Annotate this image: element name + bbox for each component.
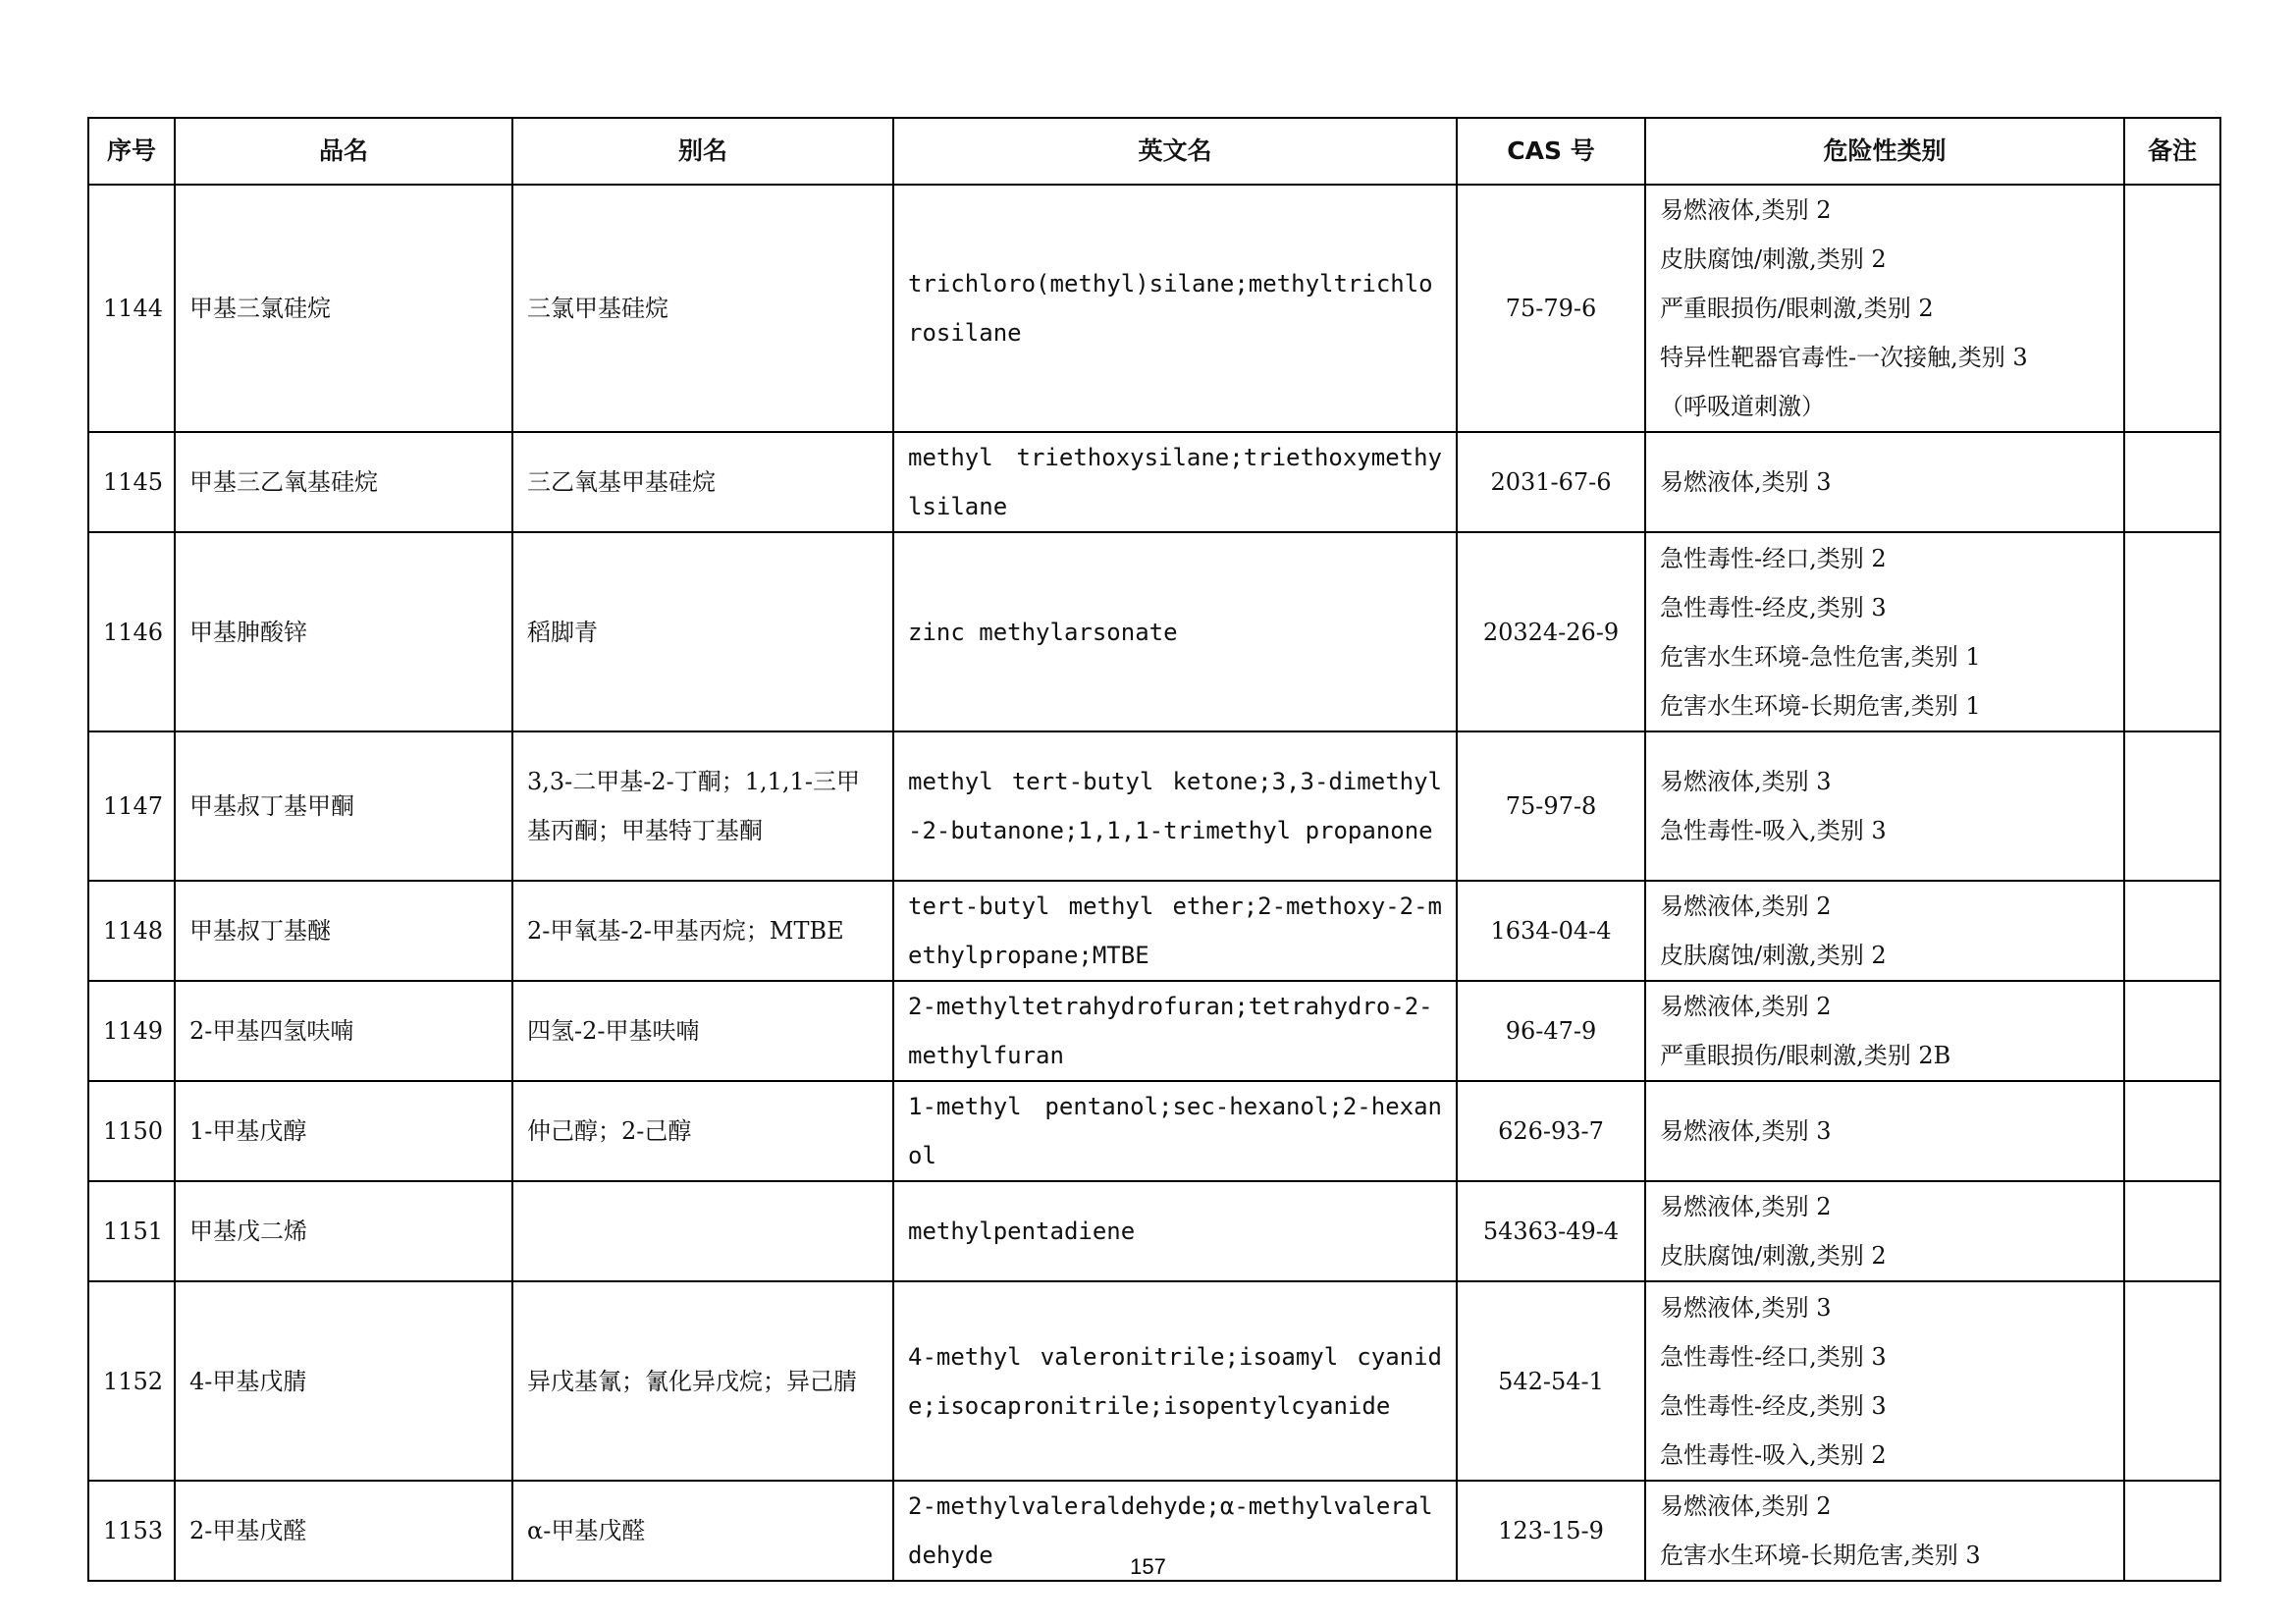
cell-name: 甲基戊二烯	[175, 1181, 512, 1281]
cell-alias: 稻脚青	[512, 532, 893, 731]
cell-alias: 异戊基氰；氰化异戊烷；异己腈	[512, 1281, 893, 1481]
hazard-line: 皮肤腐蚀/刺激,类别 2	[1660, 942, 1887, 969]
cell-note	[2124, 432, 2220, 532]
table-row	[88, 532, 2220, 731]
hazard-line: 易燃液体,类别 3	[1660, 468, 1832, 496]
cell-hazard	[1645, 432, 2124, 532]
hazard-line: 易燃液体,类别 2	[1660, 196, 1832, 224]
cell-note	[2124, 881, 2220, 981]
cell-english: methylpentadiene	[893, 1181, 1457, 1281]
cell-cas: 542-54-1	[1457, 1281, 1645, 1481]
hazard-line: 易燃液体,类别 2	[1660, 893, 1832, 920]
header-english: 英文名	[893, 118, 1457, 185]
cell-no: 1148	[88, 881, 175, 981]
cell-note	[2124, 532, 2220, 731]
cell-no: 1151	[88, 1181, 175, 1281]
table-row	[88, 1281, 2220, 1481]
cell-no: 1153	[88, 1481, 175, 1581]
cell-cas: 75-97-8	[1457, 731, 1645, 881]
cell-cas: 2031-67-6	[1457, 432, 1645, 532]
cell-name: 甲基叔丁基甲酮	[175, 731, 512, 881]
hazard-line: 危害水生环境-长期危害,类别 3	[1660, 1542, 1981, 1569]
cell-alias	[512, 1181, 893, 1281]
cell-english: methyl triethoxysilane;triethoxymethylsilane	[893, 432, 1457, 532]
cell-cas: 626-93-7	[1457, 1081, 1645, 1181]
hazard-line: 急性毒性-经口,类别 2	[1660, 544, 1887, 572]
header-no: 序号	[88, 118, 175, 185]
cell-english: trichloro(methyl)silane;methyltrichlorosilane	[893, 185, 1457, 432]
hazard-line: 急性毒性-经皮,类别 3	[1660, 593, 1887, 622]
hazard-line: 危害水生环境-急性危害,类别 1	[1660, 642, 1981, 671]
hazard-line: 严重眼损伤/眼刺激,类别 2	[1660, 295, 1934, 322]
cell-hazard	[1645, 731, 2124, 881]
cell-hazard	[1645, 185, 2124, 432]
cell-no: 1146	[88, 532, 175, 731]
table-header-row	[88, 118, 2220, 185]
cell-hazard	[1645, 881, 2124, 981]
table-row	[88, 185, 2220, 432]
cell-no: 1152	[88, 1281, 175, 1481]
cell-hazard	[1645, 1081, 2124, 1181]
cell-name: 甲基三氯硅烷	[175, 185, 512, 432]
cell-hazard	[1645, 1181, 2124, 1281]
cell-cas: 123-15-9	[1457, 1481, 1645, 1581]
cell-english: 4-methyl valeronitrile;isoamyl cyanide;isocapronitrile;isopentylcyanide	[893, 1281, 1457, 1481]
hazard-line: 易燃液体,类别 2	[1660, 993, 1832, 1020]
cell-english: 2-methyltetrahydrofuran;tetrahydro-2-methylfuran	[893, 981, 1457, 1081]
cell-name: 甲基胂酸锌	[175, 532, 512, 731]
hazard-line: 急性毒性-经皮,类别 3	[1660, 1391, 1887, 1420]
hazard-line: 严重眼损伤/眼刺激,类别 2B	[1660, 1042, 1951, 1069]
header-hazard: 危险性类别	[1645, 118, 2124, 185]
header-note: 备注	[2124, 118, 2220, 185]
table-row	[88, 981, 2220, 1081]
cell-no: 1150	[88, 1081, 175, 1181]
cell-cas: 96-47-9	[1457, 981, 1645, 1081]
hazard-line: 易燃液体,类别 3	[1660, 1117, 1832, 1145]
hazard-line: 危害水生环境-长期危害,类别 1	[1660, 691, 1981, 720]
cell-alias: 三氯甲基硅烷	[512, 185, 893, 432]
cell-note	[2124, 1281, 2220, 1481]
cell-english: methyl tert-butyl ketone;3,3-dimethyl-2-butanone;1,1,1-trimethyl propanone	[893, 731, 1457, 881]
table-row	[88, 432, 2220, 532]
cell-note	[2124, 731, 2220, 881]
hazard-line: （呼吸道刺激）	[1660, 393, 1825, 420]
header-name: 品名	[175, 118, 512, 185]
cell-note	[2124, 1081, 2220, 1181]
header-alias: 别名	[512, 118, 893, 185]
hazard-line: 皮肤腐蚀/刺激,类别 2	[1660, 245, 1887, 273]
cell-english: zinc methylarsonate	[893, 532, 1457, 731]
cell-name: 甲基叔丁基醚	[175, 881, 512, 981]
hazard-line: 急性毒性-吸入,类别 2	[1660, 1440, 1887, 1469]
cell-cas: 75-79-6	[1457, 185, 1645, 432]
cell-name: 2-甲基戊醛	[175, 1481, 512, 1581]
cell-note	[2124, 981, 2220, 1081]
hazard-line: 易燃液体,类别 2	[1660, 1193, 1832, 1220]
hazard-line: 易燃液体,类别 3	[1660, 1293, 1832, 1322]
cell-name: 2-甲基四氢呋喃	[175, 981, 512, 1081]
hazard-line: 特异性靶器官毒性-一次接触,类别 3	[1660, 344, 2028, 371]
table-row	[88, 1081, 2220, 1181]
cell-english: 2-methylvaleraldehyde;α-methylvaleraldehyde	[893, 1481, 1457, 1581]
hazard-line: 急性毒性-经口,类别 3	[1660, 1342, 1887, 1371]
cell-cas: 20324-26-9	[1457, 532, 1645, 731]
table-row	[88, 1181, 2220, 1281]
cell-name: 甲基三乙氧基硅烷	[175, 432, 512, 532]
cell-name: 4-甲基戊腈	[175, 1281, 512, 1481]
hazard-line: 易燃液体,类别 2	[1660, 1492, 1832, 1520]
cell-no: 1149	[88, 981, 175, 1081]
cell-note	[2124, 185, 2220, 432]
cell-english: tert-butyl methyl ether;2-methoxy-2-methylpropane;MTBE	[893, 881, 1457, 981]
page-number: 157	[1130, 1554, 1166, 1579]
cell-note	[2124, 1181, 2220, 1281]
cell-no: 1145	[88, 432, 175, 532]
cell-name: 1-甲基戊醇	[175, 1081, 512, 1181]
cell-alias: 仲己醇；2-己醇	[512, 1081, 893, 1181]
cell-hazard	[1645, 981, 2124, 1081]
hazard-line: 易燃液体,类别 3	[1660, 768, 1832, 795]
header-cas: CAS 号	[1457, 118, 1645, 185]
cell-english: 1-methyl pentanol;sec-hexanol;2-hexanol	[893, 1081, 1457, 1181]
cell-alias: α-甲基戊醛	[512, 1481, 893, 1581]
cell-hazard	[1645, 532, 2124, 731]
hazard-line: 皮肤腐蚀/刺激,类别 2	[1660, 1242, 1887, 1270]
cell-no: 1147	[88, 731, 175, 881]
cell-cas: 1634-04-4	[1457, 881, 1645, 981]
table-row	[88, 731, 2220, 881]
cell-hazard	[1645, 1281, 2124, 1481]
cell-cas: 54363-49-4	[1457, 1181, 1645, 1281]
cell-alias: 四氢-2-甲基呋喃	[512, 981, 893, 1081]
table-row	[88, 881, 2220, 981]
cell-alias: 2-甲氧基-2-甲基丙烷；MTBE	[512, 881, 893, 981]
cell-no: 1144	[88, 185, 175, 432]
hazard-line: 急性毒性-吸入,类别 3	[1660, 817, 1887, 844]
cell-alias: 三乙氧基甲基硅烷	[512, 432, 893, 532]
cell-alias: 3,3-二甲基-2-丁酮；1,1,1-三甲基丙酮；甲基特丁基酮	[512, 731, 893, 881]
chemical-table	[87, 117, 2221, 1582]
